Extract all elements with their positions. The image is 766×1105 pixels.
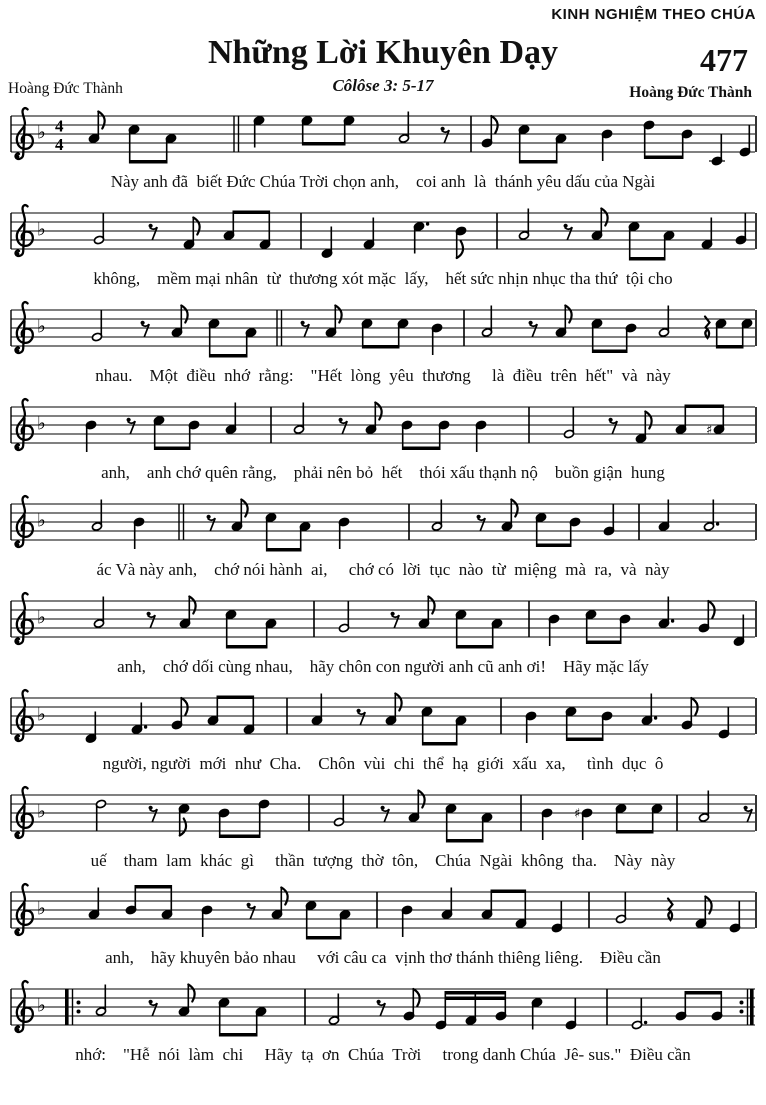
music-staff — [9, 880, 757, 944]
system-row — [0, 686, 766, 783]
key-signature-flat-icon: ♭ — [37, 509, 46, 532]
music-staff — [9, 589, 757, 653]
section-header: KINH NGHIỆM THEO CHÚA — [551, 6, 756, 23]
notes — [85, 694, 729, 746]
music-staff — [9, 977, 757, 1041]
notes — [93, 209, 746, 261]
lyric-line: ác Và này anh, chớ nói hành ai, chớ có lời tục nào từ miệng mà ra, và này — [96, 560, 670, 579]
system-row — [0, 201, 766, 298]
key-signature-flat-icon: ♭ — [37, 121, 46, 144]
svg-text:4: 4 — [55, 116, 64, 136]
svg-text:4: 4 — [55, 135, 64, 154]
key-signature-flat-icon: ♭ — [37, 897, 46, 920]
system-row — [0, 783, 766, 880]
notes — [93, 597, 744, 649]
system-row — [0, 395, 766, 492]
time-signature — [55, 117, 64, 155]
staff-lines — [11, 601, 755, 637]
lyric-line: không, mềm mại nhân từ thương xót mặc lấy, hết sức nhịn nhục tha thứ tội cho — [93, 269, 673, 288]
lyric-line: nhau. Một điều nhớ rằng: "Hết lòng yêu thương là điều trên hết" và này — [95, 366, 671, 385]
music-staff — [9, 395, 757, 459]
author-left: Hoàng Đức Thành — [8, 80, 123, 97]
music-staff — [9, 783, 757, 847]
notes — [91, 306, 752, 358]
system-row — [0, 104, 766, 201]
hymn-number: 477 — [700, 42, 748, 78]
key-signature-flat-icon: ♭ — [37, 606, 46, 629]
system-row — [0, 589, 766, 686]
staff-lines — [11, 795, 755, 831]
music-staff — [9, 492, 757, 556]
key-signature-flat-icon: ♭ — [37, 315, 46, 338]
scripture-reference: Côlôse 3: 5-17 — [332, 76, 434, 95]
notes — [95, 791, 752, 843]
music-staff — [9, 686, 757, 750]
svg-text:♯: ♯ — [706, 423, 713, 438]
lyric-line: uế tham lam khác gì thần tượng thờ tôn, Chúa Ngài không tha. Này này — [90, 851, 676, 870]
hymn-title: Những Lời Khuyên Dạy — [207, 34, 559, 71]
system-row — [0, 880, 766, 977]
music-staff — [9, 104, 757, 168]
system-row — [0, 298, 766, 395]
notes — [88, 885, 740, 940]
staff-lines — [11, 892, 755, 928]
staff-lines — [11, 504, 755, 540]
notes — [91, 500, 719, 552]
svg-text:♯: ♯ — [574, 806, 581, 822]
lyric-line: anh, chớ dối cùng nhau, hãy chôn con người anh cũ anh ơi! Hãy mặc lấy — [117, 657, 649, 676]
notes — [88, 112, 750, 166]
lyric-line: anh, anh chớ quên rằng, phải nên bỏ hết thói xấu thạnh nộ buồn giận hung — [101, 463, 665, 482]
lyric-line: Này anh đã biết Đức Chúa Trời chọn anh, coi anh là thánh yêu dấu của Ngài — [110, 172, 656, 191]
lyric-line: anh, hãy khuyên bảo nhau với câu ca vịnh thơ thánh thiêng liêng. Điều cần — [105, 948, 661, 967]
system-row — [0, 977, 766, 1074]
systems-container — [0, 104, 766, 1074]
key-signature-flat-icon: ♭ — [37, 218, 46, 241]
lyric-line: nhớ: "Hễ nói làm chi Hãy tạ ơn Chúa Trời trong danh Chúa Jê- sus." Điều cần — [75, 1045, 691, 1064]
notes — [95, 985, 722, 1037]
staff-lines — [11, 213, 755, 249]
key-signature-flat-icon: ♭ — [37, 703, 46, 726]
staff-lines — [11, 116, 755, 152]
music-staff — [9, 201, 757, 265]
staff-lines — [11, 310, 755, 346]
notes — [85, 403, 724, 453]
lyric-line: người, người mới như Cha. Chôn vùi chi thể hạ giới xấu xa, tình dục ô — [102, 754, 664, 773]
key-signature-flat-icon: ♭ — [37, 412, 46, 435]
staff-lines — [11, 698, 755, 734]
key-signature-flat-icon: ♭ — [37, 800, 46, 823]
system-row — [0, 492, 766, 589]
key-signature-flat-icon: ♭ — [37, 994, 46, 1017]
author-right: Hoàng Đức Thành — [629, 84, 752, 101]
music-staff — [9, 298, 757, 362]
